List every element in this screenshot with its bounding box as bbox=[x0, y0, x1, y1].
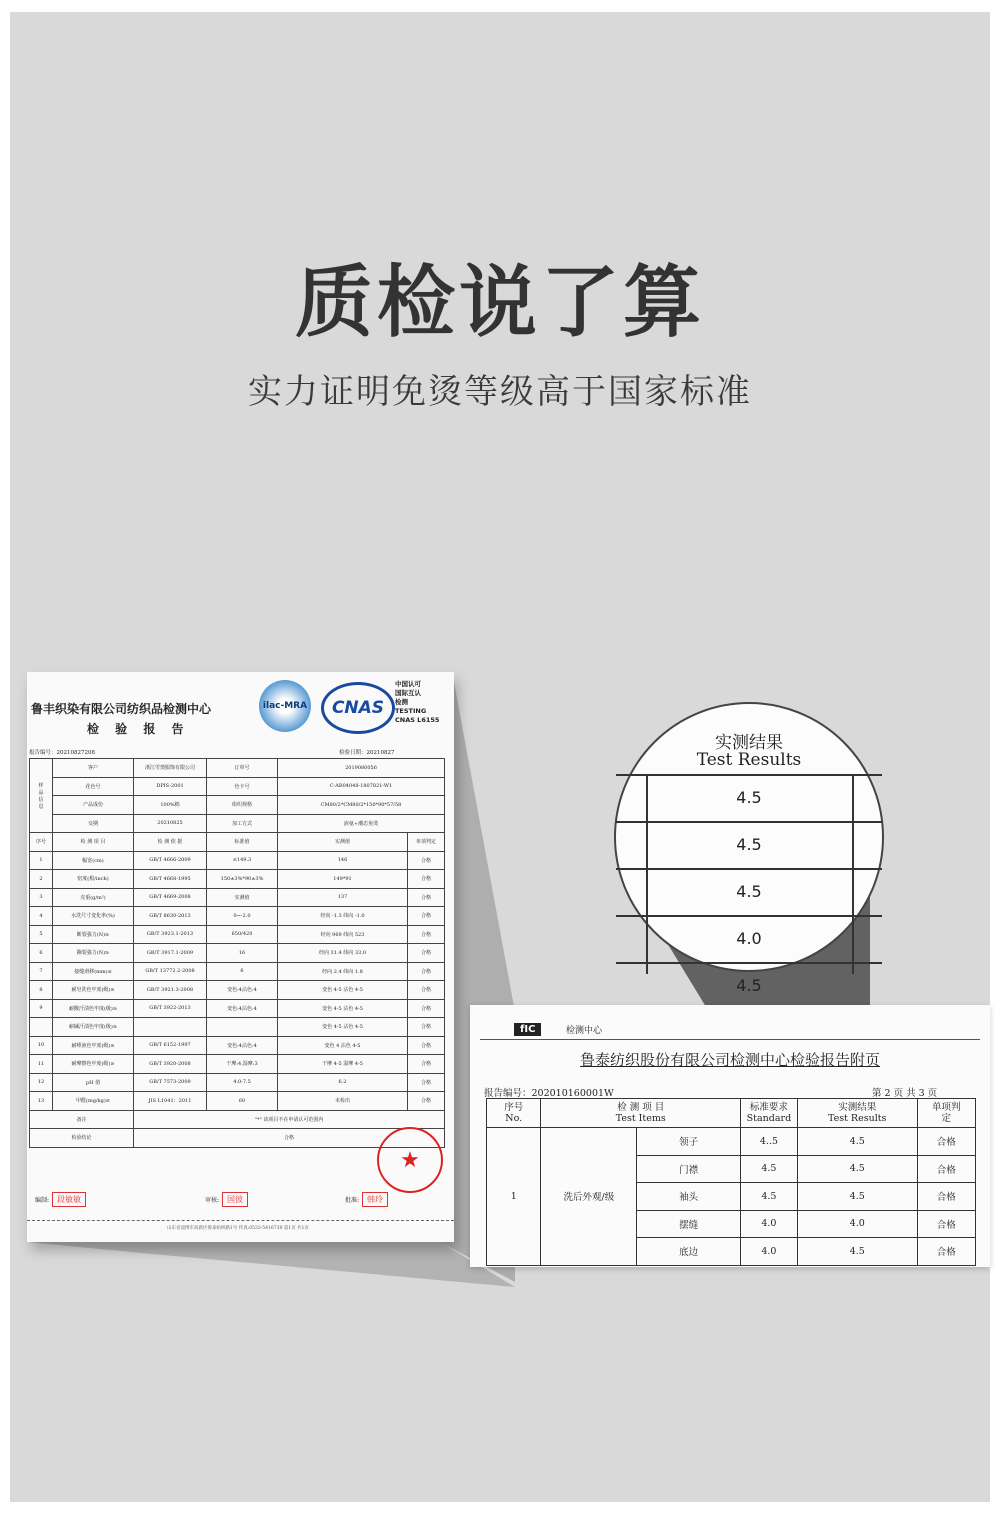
table-row: 13 甲醛(mg/kg)≤ JIS L1041：2011 60 未检出 合格 bbox=[30, 1092, 445, 1111]
table-row: 7 接缝滑移(mm)≤ GB/T 13772.2-2008 6 经向 2.4 纬向 1.8 合格 bbox=[30, 962, 445, 981]
ftc-logo: fIC bbox=[514, 1023, 541, 1036]
info-label: 样 品 信 息 bbox=[30, 759, 53, 833]
report-org: 鲁丰织染有限公司纺织品检测中心 bbox=[31, 702, 212, 716]
info-row: 样 品 信 息 客户 浙江雪獒服饰有限公司 订单号 2019080056 bbox=[30, 759, 445, 778]
subline: 实力证明免烫等级高于国家标准 bbox=[248, 372, 752, 412]
lens-header-en: Test Results bbox=[696, 750, 802, 770]
table-row: 袖头 4.5 4.5 合格 bbox=[487, 1183, 976, 1211]
report-number: 报告编号：20210827208 bbox=[29, 750, 95, 756]
appendix-title: 鲁泰纺织股份有限公司检测中心检验报告附页 bbox=[579, 1051, 880, 1069]
ilac-mra-logo: ilac-MRA bbox=[259, 680, 311, 732]
table-row: 底边 4.0 4.5 合格 bbox=[487, 1238, 976, 1266]
lens-row: 4.0 bbox=[616, 915, 882, 962]
table-row: 5 断裂强力(N)≥ GB/T 3923.1-2013 650/420 经向 969 纬向 523 合格 bbox=[30, 925, 445, 944]
lens-header-cn: 实测结果 bbox=[715, 733, 783, 753]
info-row: 花色号 DPIS-2001 色卡号 C-AB04048-1807821-W1 bbox=[30, 777, 445, 796]
divider bbox=[480, 1039, 980, 1040]
conclusion-row: 检验结论 合格 bbox=[30, 1129, 445, 1148]
lens-row: 4.5 bbox=[616, 868, 882, 915]
appendix-page: 第 2 页 共 3 页 bbox=[872, 1088, 938, 1099]
table-row: 12 pH 值 GB/T 7573-2009 4.0-7.5 6.2 合格 bbox=[30, 1073, 445, 1092]
lens-row: 4.5 bbox=[616, 821, 882, 868]
table-row: 2 密度(根/inch) GB/T 4668-1995 150±3%*90±3% 149*91 合格 bbox=[30, 870, 445, 889]
background-panel bbox=[10, 12, 990, 1502]
lens-column-line bbox=[852, 774, 854, 974]
table-row: 8 耐皂洗色牢度(级)≥ GB/T 3921.3-2008 变色:4沾色:4 变色 4-5 沾色 4-5 合格 bbox=[30, 981, 445, 1000]
signature-prepared: 编制: 段敏敏 bbox=[35, 1192, 86, 1207]
appendix-header-row: 序号 No. 检 测 项 目 Test Items 标准要求 Standard 实测结果 Test Results 单项判 定 bbox=[487, 1099, 976, 1128]
signature-reviewed: 审核: 国彼 bbox=[205, 1192, 248, 1207]
report-table bbox=[29, 758, 445, 1148]
cnas-accreditation-text: 中国认可 国际互认 检测 TESTING CNAS L6155 bbox=[395, 680, 440, 724]
table-row: 4 水洗尺寸变化率(%) GB/T 8630-2013 0~-2.0 经向 -1.3 纬向 -1.0 合格 bbox=[30, 907, 445, 926]
signature-approved: 批准: 韩玲 bbox=[345, 1192, 388, 1207]
table-row: 摆缝 4.0 4.0 合格 bbox=[487, 1210, 976, 1238]
official-seal-stamp: ★ bbox=[377, 1127, 443, 1193]
table-row: 1 洗后外观/级 领子 4..5 4.5 合格 bbox=[487, 1128, 976, 1156]
remark-row: 备注 "*" 该项目不在申请认可范围内 bbox=[30, 1110, 445, 1129]
table-row: 6 撕裂强力(N)≥ GB/T 3917.1-2009 16 经向 31.4 纬向 33.0 合格 bbox=[30, 944, 445, 963]
headline: 质检说了算 bbox=[294, 258, 705, 348]
lens-row: 4.5 bbox=[616, 774, 882, 821]
table-row: 9 耐酸汗渍色牢度(级)≥ GB/T 3922-2013 变色:4沾色:4 变色 4-5 沾色 4-5 合格 bbox=[30, 999, 445, 1018]
appendix-report-number: 报告编号：202010160001W bbox=[484, 1088, 614, 1099]
lens-grid bbox=[616, 774, 882, 1009]
table-row: 10 耐唾液色牢度(级)≥ GB/T 6152-1997 变色:4沾色:4 变色 4 沾色 4-5 合格 bbox=[30, 1036, 445, 1055]
magnifier-lens bbox=[614, 702, 884, 995]
info-row: 交期 20210825 加工方式 液氨+潮态免烫 bbox=[30, 814, 445, 833]
report-footer: 山东省淄博市高新区鲁泰纺织路1号 传真:0533-5416739 第1页 共1页 bbox=[167, 1226, 309, 1231]
table-header-row: 序号 检 测 项 目 检 测 依 据 标准值 实测值 单项判定 bbox=[30, 833, 445, 852]
cnas-logo: CNAS bbox=[321, 682, 395, 734]
table-row: 3 克重(g/m²) GB/T 4669-2008 实测值 137 合格 bbox=[30, 888, 445, 907]
table-row: 门襟 4.5 4.5 合格 bbox=[487, 1155, 976, 1183]
table-row: 耐碱汗渍色牢度(级)≥ 变色 4-5 沾色 4-5 合格 bbox=[30, 1018, 445, 1037]
test-rows bbox=[30, 851, 445, 1110]
lens-column-line bbox=[646, 774, 648, 974]
check-date: 检验日期：20210827 bbox=[339, 750, 395, 756]
table-row: 11 耐摩擦色牢度(级)≥ GB/T 3920-2008 干摩:4,湿摩:3 干摩 4-5 湿摩 4-5 合格 bbox=[30, 1055, 445, 1074]
lens-row: 4.5 bbox=[616, 962, 882, 1009]
info-row: 产品成份 100%棉 组织规格 CM80/2*CM80/2*150*90*57/58 bbox=[30, 796, 445, 815]
divider bbox=[27, 1220, 454, 1221]
report-title: 检 验 报 告 bbox=[87, 722, 190, 736]
ftc-logo-name: 检测中心 bbox=[566, 1026, 603, 1036]
table-row: 1 幅宽(cm) GB/T 4666-2009 ≤149.3 146 合格 bbox=[30, 851, 445, 870]
inspection-report-main bbox=[27, 672, 454, 1242]
appendix-table bbox=[486, 1098, 976, 1266]
inspection-report-appendix bbox=[470, 1005, 990, 1267]
